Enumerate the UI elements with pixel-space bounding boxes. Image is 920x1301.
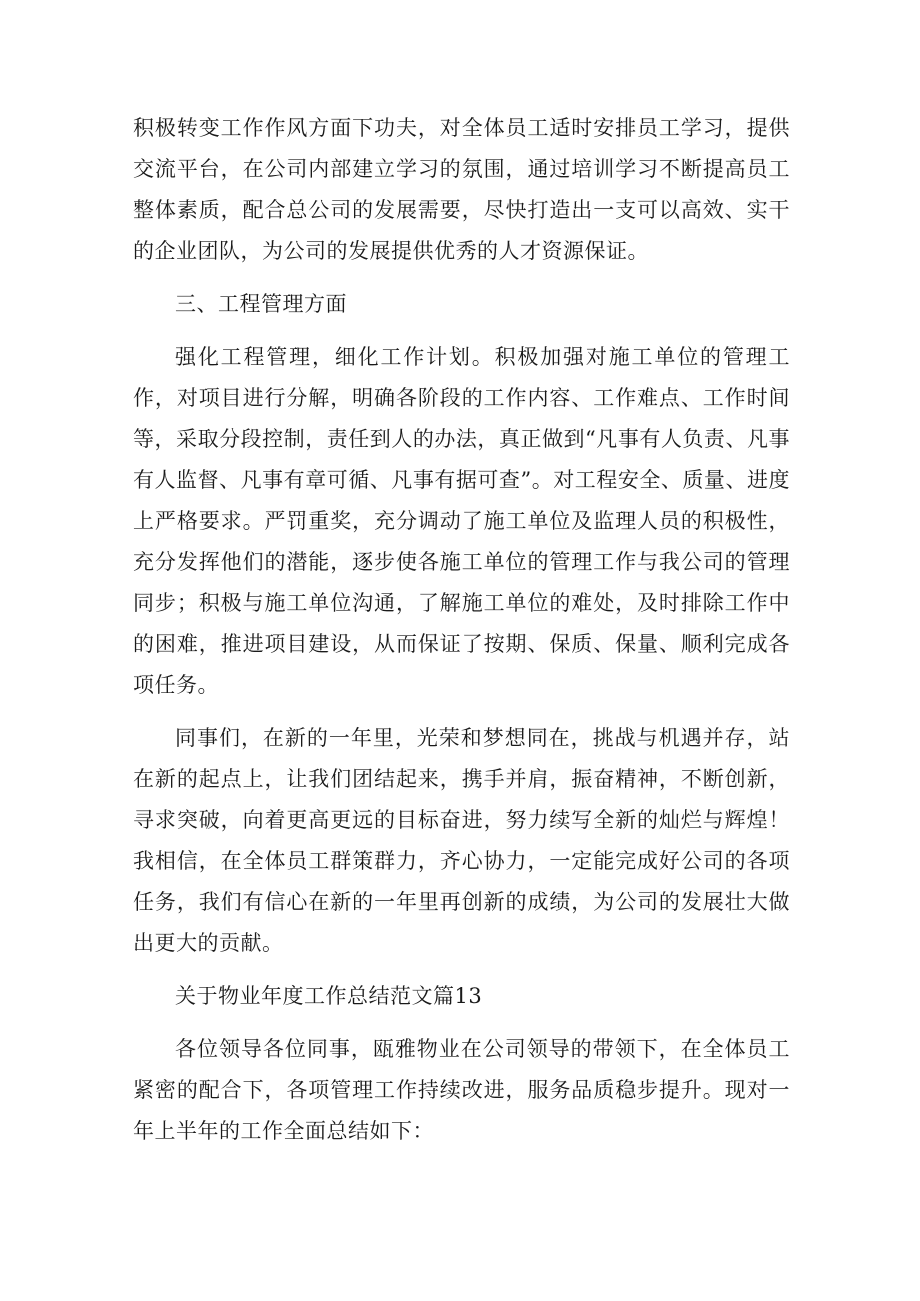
section-heading-engineering: 三、工程管理方面 — [175, 292, 347, 316]
paragraph-engineering-management: 强化工程管理，细化工作计划。积极加强对施工单位的管理工作，对项目进行分解，明确各阶段的工作内容、工作难点、工作时间等，采取分段控制，责任到人的办法，真正做到“凡事有人负责、凡事有人监督、凡事有章可循、凡事有据可查”。对工程安全、质量、进度上严格要求。严罚重奖，充分调动了施工单位及监理人员的积极性，充分发挥他们的潜能，逐步使各施工单位的管理工作与我公司的管理同步；积极与施工单位沟通，了解施工单位的难处，及时排除工作中的困难，推进项目建设，从而保证了按期、保质、保量、顺利完成各项任务。 — [133, 345, 790, 697]
spacer — [133, 964, 790, 976]
paragraph-closing-remarks: 同事们，在新的一年里，光荣和梦想同在，挑战与机遇并存，站在新的起点上，让我们团结起来，携手并肩，振奋精神，不断创新，寻求突破，向着更高更远的目标奋进，努力续写全新的灿烂与辉煌！我相信，在全体员工群策群力，齐心协力，一定能完成好公司的各项任务，我们有信心在新的一年里再创新的成绩，为公司的发展壮大做出更大的贡献。 — [133, 726, 790, 955]
paragraph-opening-summary: 各位领导各位同事，瓯雅物业在公司领导的带领下，在全体员工紧密的配合下，各项管理工作持续改进，服务品质稳步提升。现对一年上半年的工作全面总结如下： — [133, 1037, 790, 1143]
spacer — [133, 272, 790, 284]
spacer — [133, 325, 790, 337]
spacer — [133, 1017, 790, 1029]
paragraph-staff-training: 积极转变工作作风方面下功夫，对全体员工适时安排员工学习，提供交流平台，在公司内部建立学习的氛围，通过培训学习不断提高员工整体素质，配合总公司的发展需要，尽快打造出一支可以高效、实干的企业团队，为公司的发展提供优秀的人才资源保证。 — [133, 116, 790, 263]
article-title-13: 关于物业年度工作总结范文篇13 — [175, 984, 483, 1008]
spacer — [133, 706, 790, 718]
